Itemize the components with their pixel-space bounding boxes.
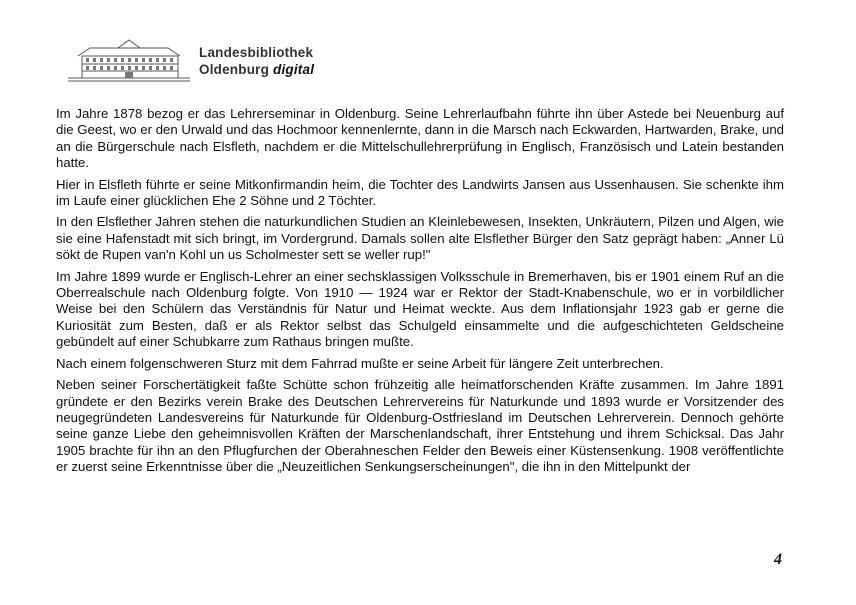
document-body (56, 106, 784, 481)
library-building-logo (68, 38, 190, 84)
library-logo-text (199, 44, 314, 78)
paragraph: Hier in Elsfleth führte er seine Mitkonfirmandin heim, die Tochter des Landwirts Jansen aus Ussenhausen. Sie schenkte ihm im Laufe einer glücklichen Ehe 2 Söhne und 2 Töchter. (56, 176, 784, 209)
library-header (68, 38, 348, 84)
paragraph: Neben seiner Forschertätigkeit faßte Schütte schon frühzeitig alle heimatforschenden Kräfte zusammen. Im Jahre 1891 gründete er den Bezirks verein Brake des Deutschen Lehrervereins für Naturkunde und 1893 wurde er Vorsitzender des neugegründeten Landesvereins für Naturkunde für Oldenburg-Ostfriesland im Deutschen Lehrerverein. Dennoch gehörte seine ganze Liebe den geheimnisvollen Kräften der Marschenlandschaft, ihrer Entstehung und ihrem Schicksal. Das Jahr 1905 brachte für ihn an den Pflugfurchen der Oberahneschen Felder den Beweis einer Küstensenkung. 1908 veröffentlichte er zuerst seine Erkenntnisse über die „Neuzeitlichen Senkungserscheinungen", die ihn in den Mittelpunkt der (56, 377, 784, 475)
paragraph: Im Jahre 1899 wurde er Englisch-Lehrer an einer sechsklassigen Volksschule in Bremerhaven, bis er 1901 einem Ruf an die Oberrealschule nach Oldenburg folgte. Von 1910 — 1924 war er Rektor der Stadt-Knabenschule, wo er in vorbildlicher Weise bei den Schülern das Verständnis für Natur und Heimat weckte. Aus dem Inflationsjahr 1923 gab er gerne die Kuriosität zum Besten, daß er als Rektor selbst das Schulgeld einsammelte und die aufgeschichteten Geldscheine gebündelt auf einer Schubkarre zum Rathaus bringen mußte. (56, 268, 784, 350)
paragraph: Nach einem folgenschweren Sturz mit dem Fahrrad mußte er seine Arbeit für längere Zeit unterbrechen. (56, 355, 664, 371)
logo-line-1: Landesbibliothek (199, 45, 314, 60)
logo-line-2-prefix: Oldenburg (199, 62, 270, 77)
paragraph: In den Elsflether Jahren stehen die naturkundlichen Studien an Kleinlebewesen, Insekten, Unkräutern, Pilzen und Algen, wie sie eine Hafenstadt mit sich bringt, im Vordergrund. Damals sollen alte Elsflether Bürger den Satz geprägt haben: „Anner Lü sökt de Rupen van'n Kohl un us Scholmester sett se weller rup!" (56, 214, 784, 263)
page-number: 4 (774, 551, 782, 568)
logo-line-2-suffix: digital (273, 62, 315, 77)
logo-line-2 (199, 61, 314, 78)
paragraph: Im Jahre 1878 bezog er das Lehrerseminar in Oldenburg. Seine Lehrerlaufbahn führte ihn über Astede bei Neuenburg auf die Geest, wo er den Urwald und das Hochmoor kennenlernte, dann in die Marsch nach Eckwarden, Hartwarden, Brake, und an die Bürgerschule nach Elsfleth, nachdem er die Mittelschullehrerprüfung in Englisch, Französisch und Latein bestanden hatte. (56, 106, 784, 171)
